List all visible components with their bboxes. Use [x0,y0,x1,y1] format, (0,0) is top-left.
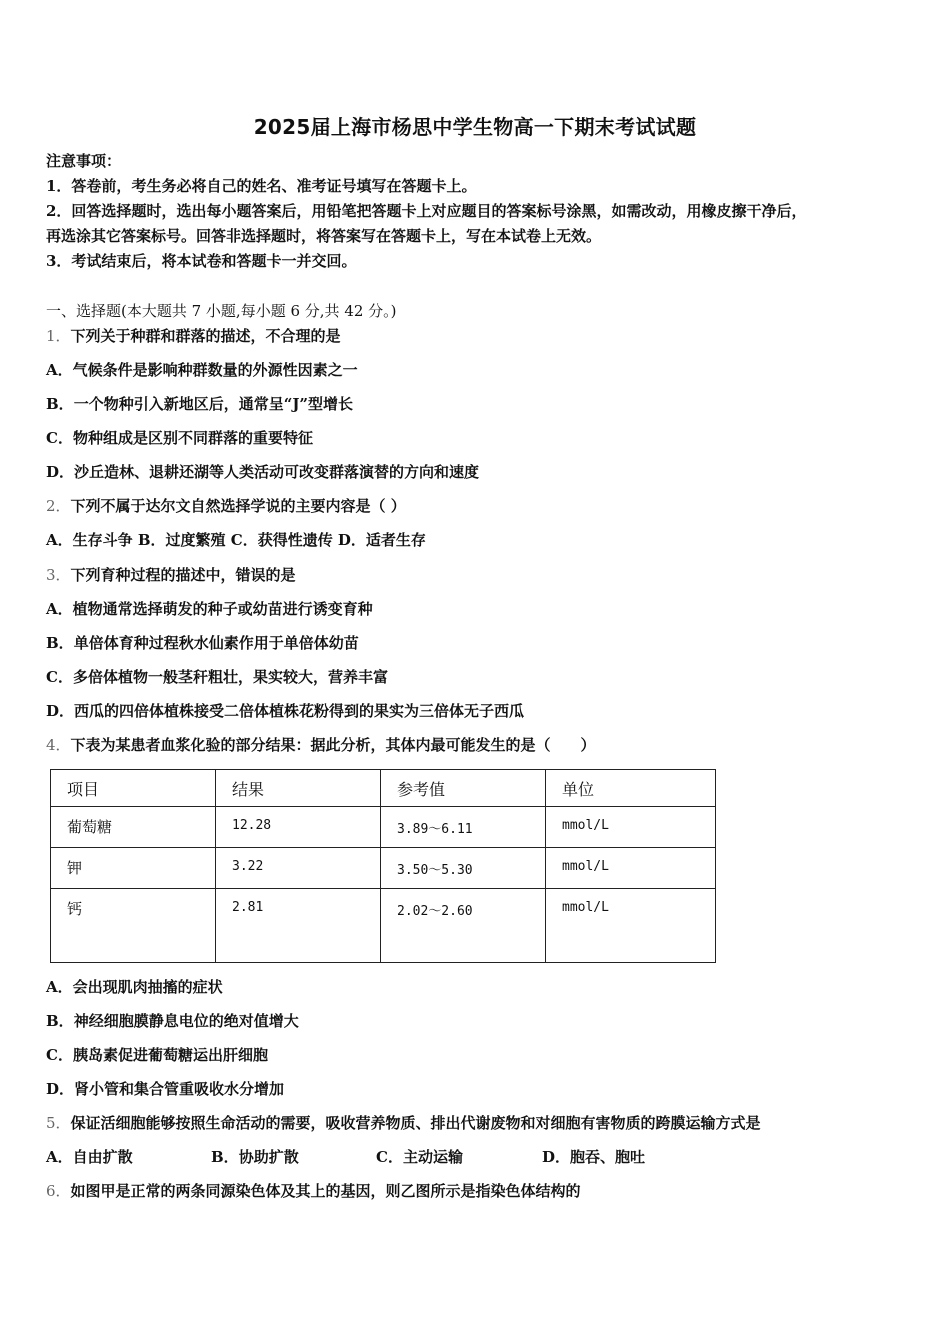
option-text: 胞吞、胞吐 [570,1148,646,1166]
header-unit: 单位 [546,770,716,807]
option-text: 主动运输 [402,1148,463,1166]
q5-option-a[interactable] [46,1147,133,1167]
option-letter: D． [46,463,75,481]
header-item: 项目 [51,770,216,807]
question-number: 2． [46,497,71,515]
option-letter: B． [211,1148,239,1166]
cell-result: 12.28 [216,807,381,848]
question-3 [46,565,296,585]
option-letter: A． [46,600,73,618]
question-stem: 保证活细胞能够按照生命活动的需要，吸收营养物质、排出代谢废物和对细胞有害物质的跨膜运输方式是 [70,1114,761,1132]
cell-unit: mmol/L [546,889,716,963]
option-letter: C． [46,1046,73,1064]
option-text: 一个物种引入新地区后，通常呈“J”型增长 [73,395,354,413]
option-text: 协助扩散 [238,1148,299,1166]
q2-options[interactable]: A．生存斗争 B．过度繁殖 C．获得性遗传 D．适者生存 [46,531,426,549]
q5-option-d[interactable] [542,1147,645,1167]
q4-option-c[interactable] [46,1045,268,1065]
question-number: 1． [46,327,71,345]
q5-option-c[interactable] [376,1147,463,1167]
option-text: 西瓜的四倍体植株接受二倍体植株花粉得到的果实为三倍体无子西瓜 [74,702,525,720]
cell-unit: mmol/L [546,807,716,848]
question-1 [46,326,341,346]
cell-result: 3.22 [216,848,381,889]
table-row [51,848,716,889]
q3-option-a[interactable] [46,599,373,619]
option-text: 植物通常选择萌发的种子或幼苗进行诱变育种 [72,600,373,618]
option-letter: D． [46,702,75,720]
cell-item: 钙 [51,889,216,963]
question-number: 6． [46,1182,71,1200]
question-stem: 如图甲是正常的两条同源染色体及其上的基因，则乙图所示是指染色体结构的 [70,1182,581,1200]
option-text: 肾小管和集合管重吸收水分增加 [74,1080,285,1098]
option-letter: A． [46,1148,73,1166]
q4-option-d[interactable] [46,1079,284,1099]
question-stem: 下列不属于达尔文自然选择学说的主要内容是（ ） [70,497,406,515]
q1-option-b[interactable] [46,394,353,414]
q4-option-a[interactable] [46,977,223,997]
question-stem: 下列育种过程的描述中，错误的是 [70,566,296,584]
option-text: 神经细胞膜静息电位的绝对值增大 [73,1012,299,1030]
table-row [51,807,716,848]
option-letter: D． [542,1148,571,1166]
option-text: 沙丘造林、退耕还湖等人类活动可改变群落演替的方向和速度 [74,463,480,481]
option-letter: C． [46,668,73,686]
option-letter: C． [376,1148,403,1166]
option-text: 会出现肌肉抽搐的症状 [72,978,223,996]
notice-item-3: 3．考试结束后，将本试卷和答题卡一并交回。 [46,252,357,270]
option-text: 胰岛素促进葡萄糖运出肝细胞 [72,1046,268,1064]
cell-reference: 2.02～2.60 [381,889,546,963]
q1-option-d[interactable] [46,462,479,482]
header-reference: 参考值 [381,770,546,807]
option-text: 多倍体植物一般茎秆粗壮，果实较大，营养丰富 [72,668,388,686]
question-6 [46,1181,581,1201]
notice-heading: 注意事项： [46,152,122,170]
q1-option-c[interactable] [46,428,313,448]
question-number: 4． [46,736,71,754]
question-stem: 下表为某患者血浆化验的部分结果：据此分析，其体内最可能发生的是（ ） [70,736,596,754]
q3-option-c[interactable] [46,667,388,687]
question-number: 3． [46,566,71,584]
cell-reference: 3.89～6.11 [381,807,546,848]
option-text: 自由扩散 [72,1148,133,1166]
header-result: 结果 [216,770,381,807]
question-number: 5． [46,1114,71,1132]
option-letter: B． [46,395,74,413]
cell-item: 葡萄糖 [51,807,216,848]
q3-option-b[interactable] [46,633,359,653]
option-letter: B． [46,634,74,652]
cell-item: 钾 [51,848,216,889]
question-5 [46,1113,761,1133]
option-text: 单倍体育种过程秋水仙素作用于单倍体幼苗 [73,634,359,652]
cell-unit: mmol/L [546,848,716,889]
q1-option-a[interactable] [46,360,358,380]
question-4 [46,735,596,755]
question-2 [46,496,406,516]
table-header-row [51,770,716,807]
exam-title: 2025届上海市杨思中学生物高一下期末考试试题 [253,115,697,139]
lab-results-table [50,769,716,963]
cell-result: 2.81 [216,889,381,963]
notice-item-2-cont: 再选涂其它答案标号。回答非选择题时，将答案写在答题卡上，写在本试卷上无效。 [46,227,602,245]
table-row [51,889,716,963]
option-letter: A． [46,361,73,379]
q5-option-b[interactable] [211,1147,299,1167]
question-stem: 下列关于种群和群落的描述，不合理的是 [70,327,341,345]
option-text: 气候条件是影响种群数量的外源性因素之一 [72,361,358,379]
option-letter: B． [46,1012,74,1030]
option-letter: D． [46,1080,75,1098]
cell-reference: 3.50～5.30 [381,848,546,889]
q4-option-b[interactable] [46,1011,299,1031]
option-text: 物种组成是区别不同群落的重要特征 [72,429,313,447]
notice-item-1: 1．答卷前，考生务必将自己的姓名、准考证号填写在答题卡上。 [46,177,477,195]
section-heading: 一、选择题(本大题共 7 小题,每小题 6 分,共 42 分。) [46,302,397,320]
option-letter: C． [46,429,73,447]
option-letter: A． [46,978,73,996]
notice-item-2: 2．回答选择题时，选出每小题答案后，用铅笔把答题卡上对应题目的答案标号涂黑，如需改动，用橡皮擦干净后， [46,202,807,220]
q3-option-d[interactable] [46,701,524,721]
